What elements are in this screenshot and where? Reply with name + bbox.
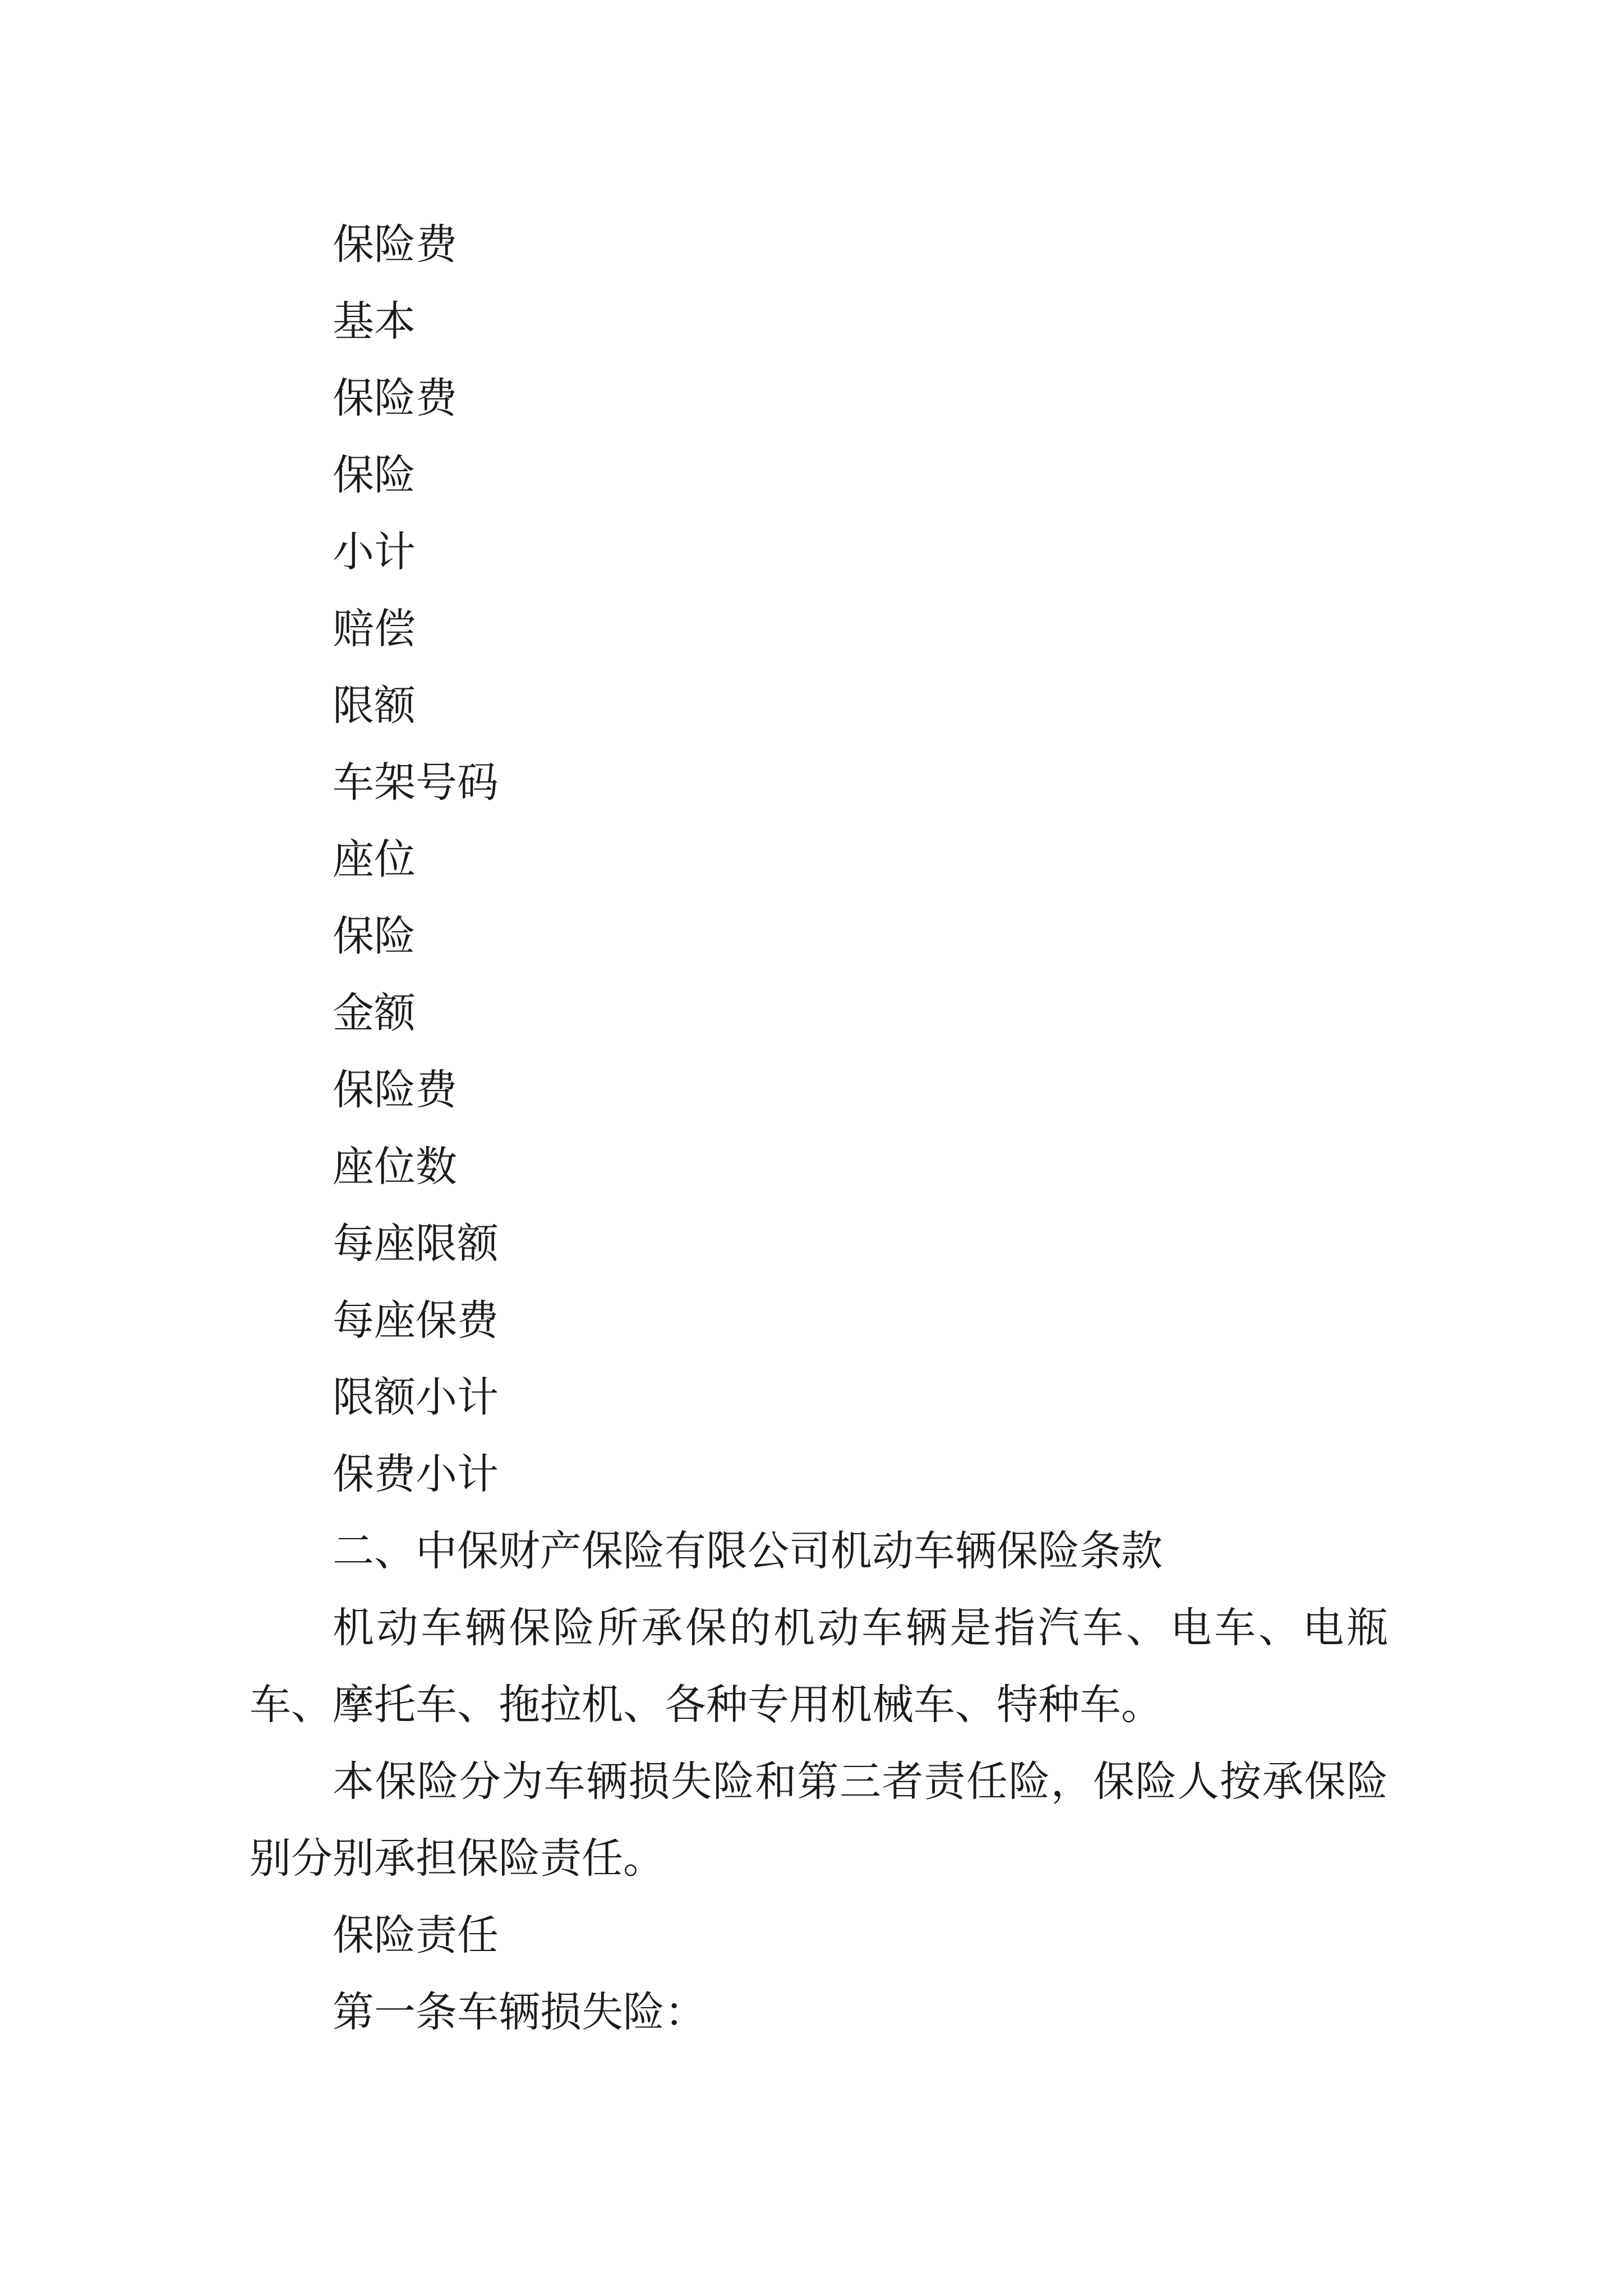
field-label-amount: 金额 bbox=[333, 989, 416, 1037]
field-label-premium-3: 保险费 bbox=[333, 1066, 457, 1114]
field-label-frame-number: 车架号码 bbox=[333, 758, 499, 807]
field-label-premium-2: 保险费 bbox=[333, 374, 457, 422]
document-body bbox=[250, 206, 1388, 2051]
field-label-seat-count: 座位数 bbox=[333, 1143, 457, 1191]
paragraph-vehicle-definition: 机动车辆保险所承保的机动车辆是指汽车、电车、电瓶车、摩托车、拖拉机、各种专用机械车、特种车。 bbox=[250, 1604, 1388, 1729]
field-label-limit-per-seat: 每座限额 bbox=[333, 1220, 499, 1268]
field-label-premium: 保险费 bbox=[333, 220, 457, 269]
article-heading: 第一条车辆损失险： bbox=[333, 1988, 706, 2036]
field-label-premium-per-seat: 每座保费 bbox=[333, 1296, 499, 1345]
section-heading: 二、中保财产保险有限公司机动车辆保险条款 bbox=[333, 1527, 1163, 1575]
field-label-compensation: 赔偿 bbox=[333, 605, 416, 653]
field-label-seat: 座位 bbox=[333, 835, 416, 884]
field-label-subtotal: 小计 bbox=[333, 528, 416, 576]
field-label-insurance: 保险 bbox=[333, 451, 416, 499]
field-label-premium-subtotal: 保费小计 bbox=[333, 1450, 499, 1498]
field-label-insurance-2: 保险 bbox=[333, 912, 416, 960]
subheading-liability: 保险责任 bbox=[333, 1911, 499, 1959]
field-label-basic: 基本 bbox=[333, 297, 416, 346]
field-label-limit-subtotal: 限额小计 bbox=[333, 1373, 499, 1421]
paragraph-coverage-types: 本保险分为车辆损失险和第三者责任险，保险人按承保险别分别承担保险责任。 bbox=[250, 1757, 1388, 1883]
field-label-limit: 限额 bbox=[333, 682, 416, 730]
